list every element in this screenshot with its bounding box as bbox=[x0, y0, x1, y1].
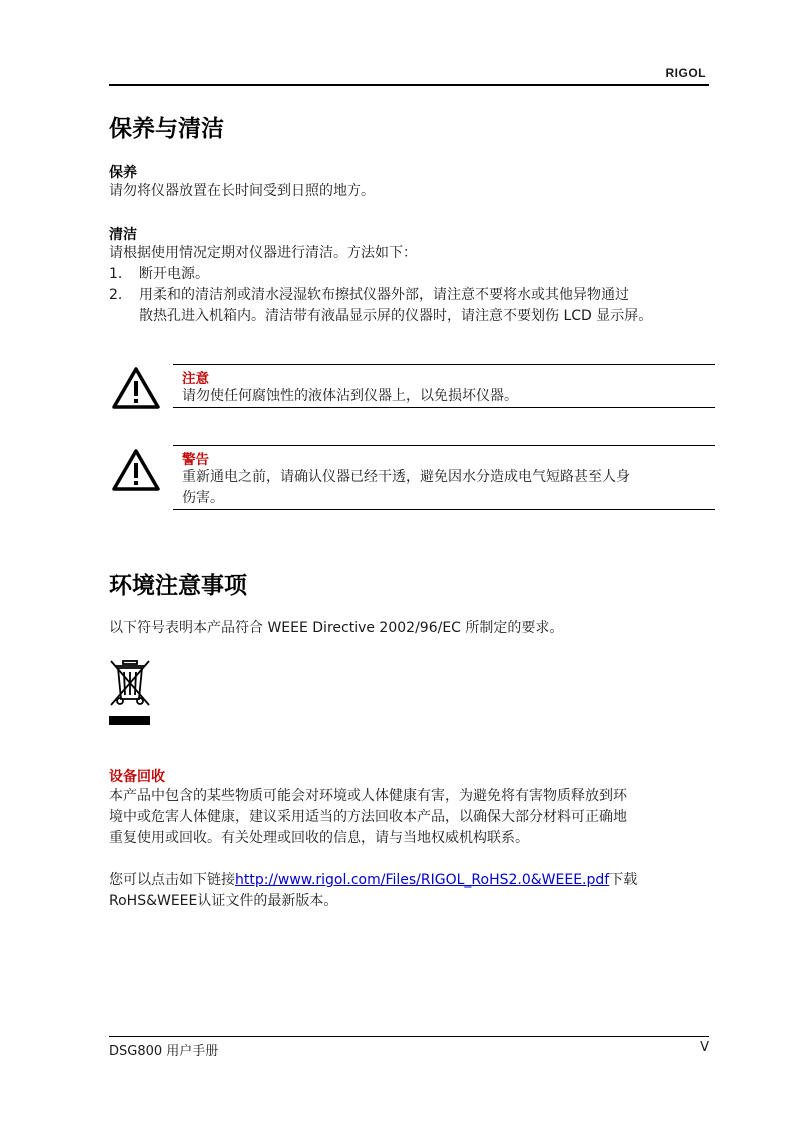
recycling-heading: 设备回收 bbox=[109, 769, 165, 785]
caution-text: 请勿使任何腐蚀性的液体沾到仪器上，以免损坏仪器。 bbox=[182, 388, 518, 404]
warning-line: 伤害。 bbox=[182, 490, 224, 506]
header-brand: RIGOL bbox=[665, 66, 706, 80]
page-title: 保养与清洁 bbox=[109, 116, 224, 142]
list-item bbox=[109, 285, 709, 327]
warning-label: 警告 bbox=[182, 452, 209, 468]
list-text: 断开电源。 bbox=[139, 266, 209, 282]
download-suffix: 下载 bbox=[609, 872, 638, 888]
list-number: 2. bbox=[109, 287, 123, 303]
caution-top-rule bbox=[173, 364, 715, 365]
weee-bin-icon bbox=[108, 657, 152, 727]
warning-bottom-rule bbox=[173, 509, 715, 510]
maintenance-text: 请勿将仪器放置在长时间受到日照的地方。 bbox=[109, 183, 375, 199]
header-rule bbox=[109, 84, 709, 86]
rohs-weee-link[interactable]: http://www.rigol.com/Files/RIGOL_RoHS2.0&WEEE.pdf bbox=[235, 872, 610, 888]
caution-bottom-rule bbox=[173, 407, 715, 408]
warning-text bbox=[182, 467, 712, 509]
cleaning-intro: 请根据使用情况定期对仪器进行清洁。方法如下： bbox=[109, 245, 417, 261]
list-number: 1. bbox=[109, 266, 123, 282]
caution-label: 注意 bbox=[182, 371, 209, 387]
recycling-line: 本产品中包含的某些物质可能会对环境或人体健康有害，为避免将有害物质释放到环 bbox=[109, 788, 627, 804]
recycling-line: 重复使用或回收。有关处理或回收的信息，请与当地权威机构联系。 bbox=[109, 830, 529, 846]
warning-top-rule bbox=[173, 445, 715, 446]
download-line2: RoHS&WEEE认证文件的最新版本。 bbox=[109, 893, 338, 909]
recycling-line: 境中或危害人体健康，建议采用适当的方法回收本产品，以确保大部分材料可正确地 bbox=[109, 809, 627, 825]
download-prefix: 您可以点击如下链接 bbox=[109, 872, 235, 888]
cleaning-heading: 清洁 bbox=[109, 227, 137, 243]
download-paragraph bbox=[109, 870, 714, 912]
footer-page-number: V bbox=[700, 1040, 709, 1055]
recycling-text bbox=[109, 786, 714, 849]
maintenance-heading: 保养 bbox=[109, 165, 137, 181]
list-text: 用柔和的清洁剂或清水浸湿软布擦拭仪器外部，请注意不要将水或其他异物通过 bbox=[139, 287, 629, 303]
footer-rule bbox=[109, 1036, 709, 1037]
environment-title: 环境注意事项 bbox=[109, 573, 247, 599]
warning-triangle-icon bbox=[111, 366, 161, 410]
warning-line: 重新通电之前，请确认仪器已经干透，避免因水分造成电气短路甚至人身 bbox=[182, 469, 630, 485]
list-text: 散热孔进入机箱内。清洁带有液晶显示屏的仪器时，请注意不要划伤 LCD 显示屏。 bbox=[139, 308, 653, 324]
list-item bbox=[109, 264, 709, 285]
warning-triangle-icon bbox=[111, 448, 161, 492]
cleaning-steps bbox=[109, 264, 709, 327]
footer-doc-title: DSG800 用户手册 bbox=[109, 1044, 219, 1059]
weee-intro: 以下符号表明本产品符合 WEEE Directive 2002/96/EC 所制定的要求。 bbox=[109, 620, 564, 636]
